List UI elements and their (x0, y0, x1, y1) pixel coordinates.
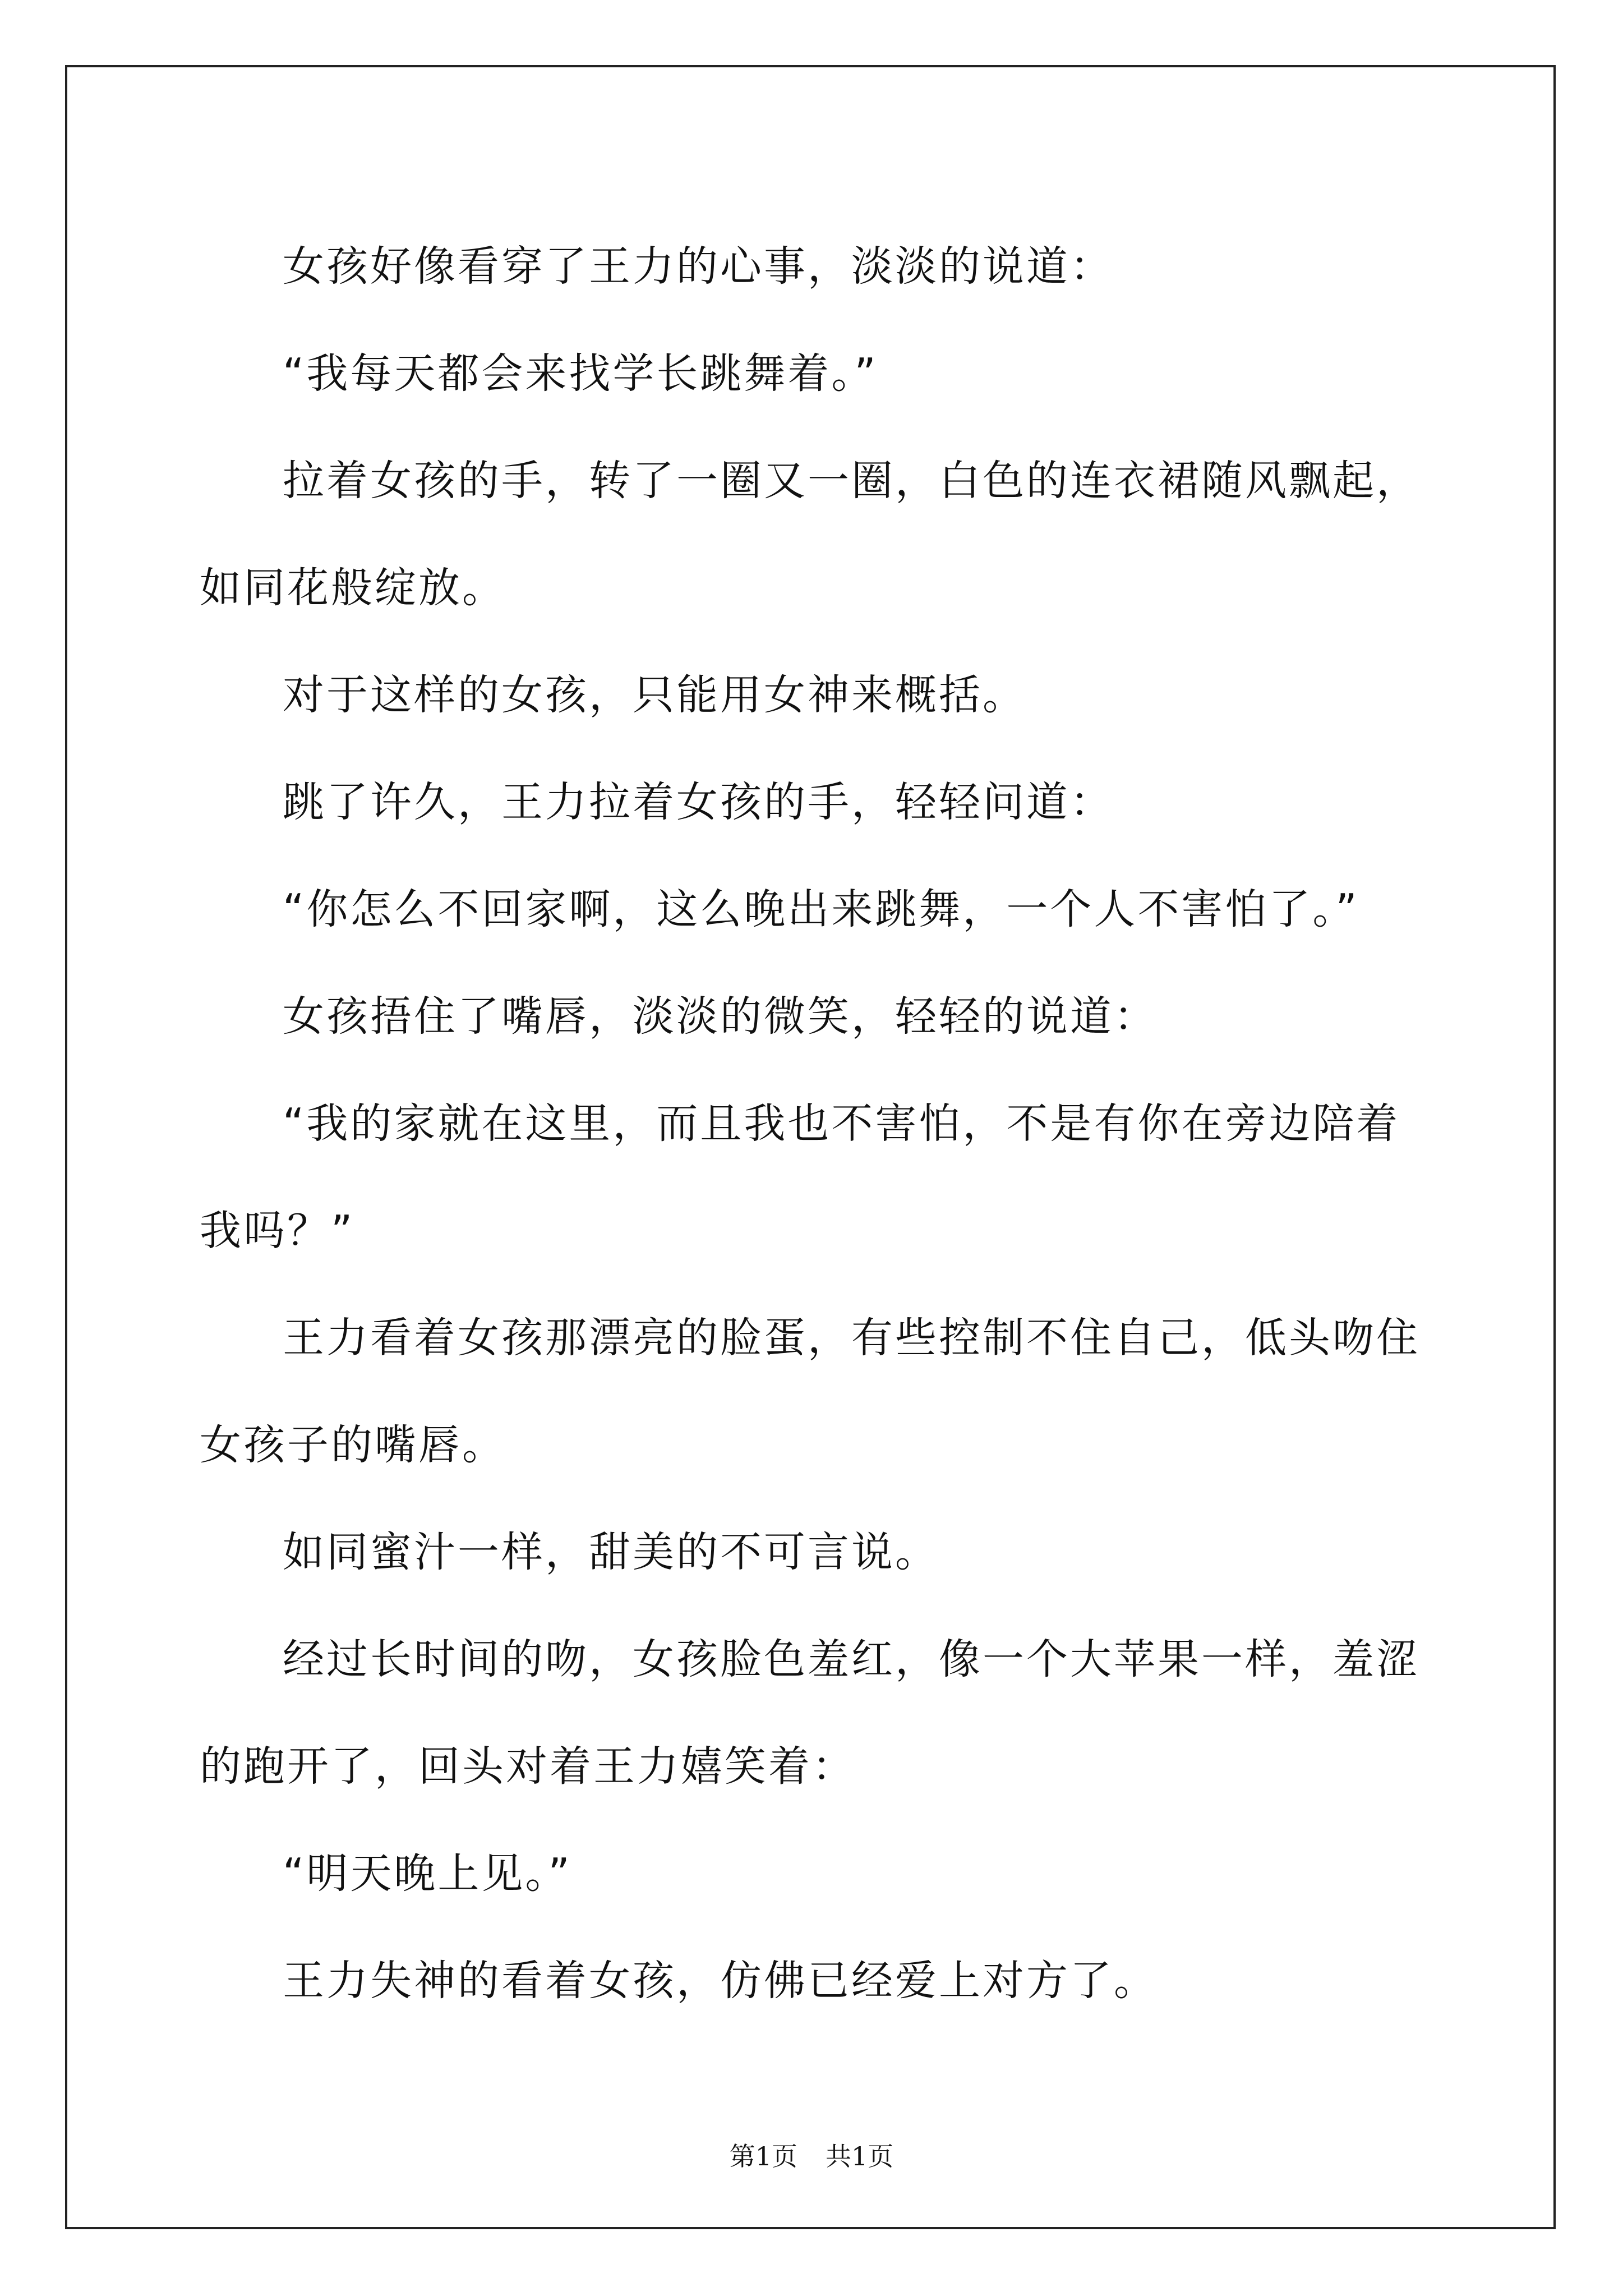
page-footer (0, 2136, 1623, 2173)
paragraph: 王力失神的看着女孩，仿佛已经爱上对方了。 (283, 1957, 1158, 2005)
page-total-label: 共1页 (826, 2141, 894, 2171)
paragraph: 王力看着女孩那漂亮的脸蛋，有些控制不住自己，低头吻住女孩子的嘴唇。 (200, 1314, 1420, 1469)
paragraph: “我每天都会来找学长跳舞着。” (283, 349, 878, 398)
paragraph: “明天晚上见。” (283, 1849, 572, 1898)
paragraph: 女孩好像看穿了王力的心事，淡淡的说道： (283, 242, 1114, 291)
paragraph: 跳了许久，王力拉着女孩的手，轻轻问道： (283, 778, 1114, 826)
paragraph: 对于这样的女孩，只能用女神来概括。 (283, 671, 1026, 719)
paragraph: 拉着女孩的手，转了一圈又一圈，白色的连衣裙随风飘起，如同花般绽放。 (200, 457, 1420, 612)
document-body (200, 213, 1430, 2035)
paragraph: 女孩捂住了嘴唇，淡淡的微笑，轻轻的说道： (283, 992, 1158, 1041)
paragraph: 经过长时间的吻，女孩脸色羞红，像一个大苹果一样，羞涩的跑开了，回头对着王力嬉笑着： (200, 1635, 1420, 1791)
paragraph: “我的家就在这里，而且我也不害怕，不是有你在旁边陪着我吗？” (200, 1099, 1400, 1255)
paragraph: 如同蜜汁一样，甜美的不可言说。 (283, 1528, 939, 1576)
paragraph: “你怎么不回家啊，这么晚出来跳舞，一个人不害怕了。” (283, 885, 1359, 933)
page-number-label: 第1页 (729, 2141, 797, 2171)
